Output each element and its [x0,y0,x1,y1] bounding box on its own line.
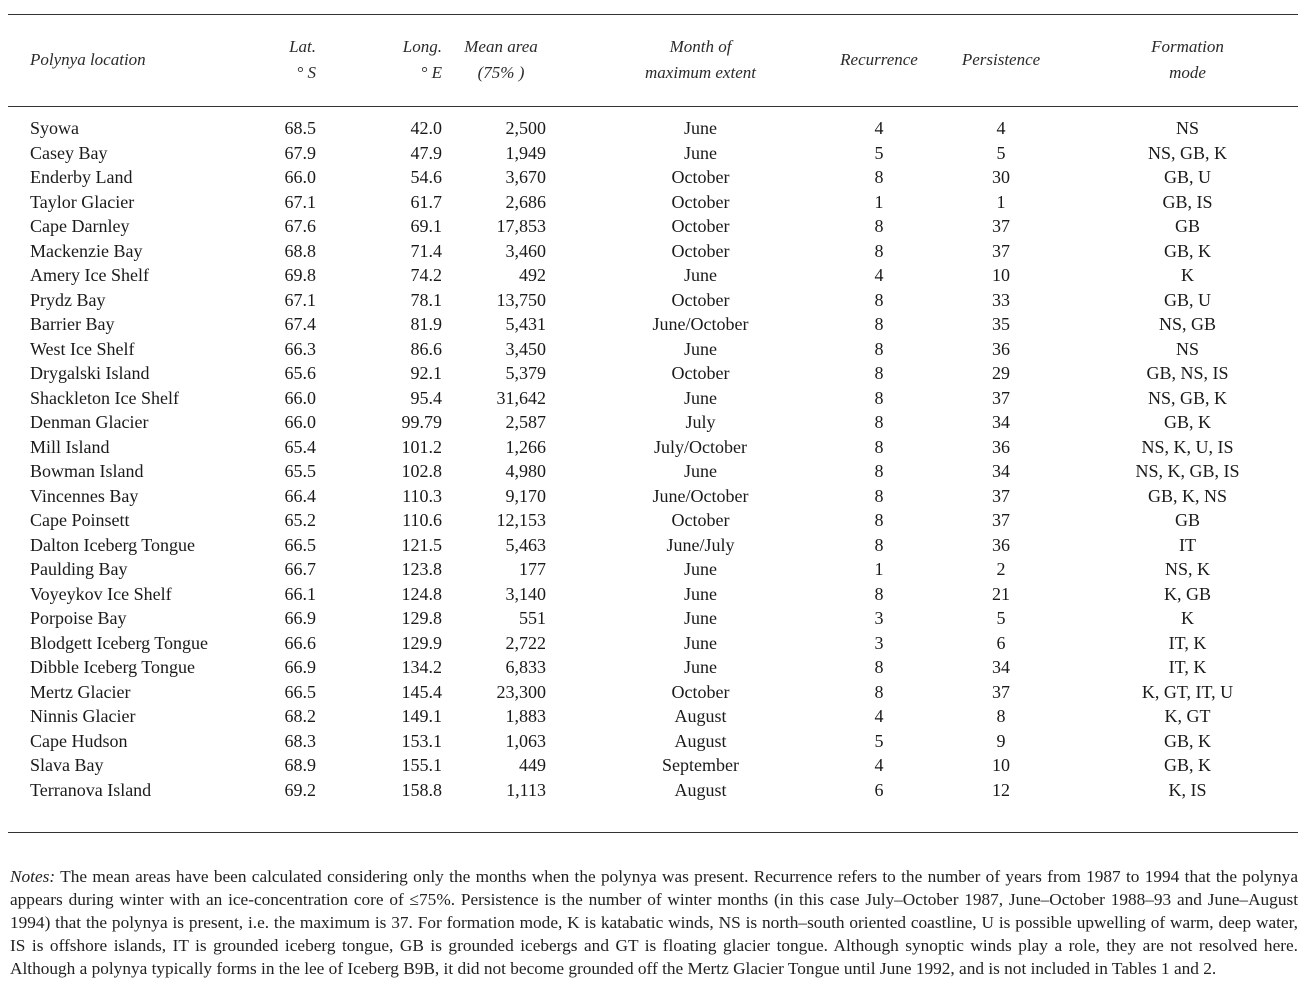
cell-recurrence: 8 [874,314,884,334]
cell-mean-area: 2,722 [505,632,546,653]
cell-recurrence: 6 [874,779,884,800]
table-row [8,484,1298,509]
polynya-table [8,14,1298,802]
cell-lat: 66.6 [284,632,316,653]
cell-formation-mode: GB, U [1163,289,1211,310]
table-row [8,704,1298,729]
cell-persistence: 4 [996,118,1006,138]
cell-mean-area: 3,460 [505,240,546,261]
cell-location: Cape Hudson [30,730,128,751]
cell-mean-area: 31,642 [496,387,546,408]
cell-mean-area: 2,500 [505,118,546,138]
cell-recurrence: 8 [874,657,884,677]
cell-location: Ninnis Glacier [30,706,136,726]
cell-long: 110.6 [402,510,442,530]
cell-recurrence: 4 [874,706,884,726]
cell-location: Syowa [30,118,79,138]
table-row [8,116,1298,141]
cell-persistence: 37 [992,510,1010,530]
table-row [8,753,1298,778]
cell-lat: 65.2 [284,510,316,530]
header-long-line: ° E [420,63,442,82]
cell-persistence: 35 [992,314,1010,334]
cell-location: Cape Darnley [30,216,130,236]
cell-formation-mode: NS [1175,338,1199,359]
cell-recurrence: 8 [874,363,884,383]
table-row [8,680,1298,705]
header-location [8,14,282,106]
cell-long: 61.7 [410,191,442,212]
table-row [8,386,1298,411]
cell-mean-area: 5,431 [505,314,546,334]
cell-formation-mode: K [1181,608,1194,628]
cell-formation-mode: K, IS [1168,779,1207,800]
cell-long: 54.6 [410,167,442,187]
cell-long: 134.2 [401,657,442,677]
cell-location: Mertz Glacier [30,681,131,702]
cell-persistence: 21 [992,583,1010,604]
cell-persistence: 36 [992,338,1010,359]
cell-month: June [684,632,717,653]
header-lat-line: ° S [296,63,316,82]
cell-long: 149.1 [401,706,442,726]
cell-month: June [684,338,717,359]
cell-recurrence: 4 [874,755,884,775]
cell-recurrence: 1 [874,191,884,212]
header-formation-line: mode [1169,63,1206,82]
cell-lat: 66.3 [284,338,316,359]
spacer-row [8,106,1298,116]
table-row [8,141,1298,166]
cell-persistence: 1 [996,191,1006,212]
cell-mean-area: 1,266 [505,436,546,457]
cell-lat: 68.5 [284,118,316,138]
cell-lat: 66.5 [284,681,316,702]
cell-mean-area: 1,113 [506,779,546,800]
cell-location: Amery Ice Shelf [30,265,149,285]
cell-formation-mode: NS, GB [1158,314,1216,334]
cell-long: 124.8 [401,583,442,604]
cell-persistence: 37 [992,485,1010,506]
cell-formation-mode: GB [1174,216,1200,236]
cell-long: 102.8 [401,461,442,481]
cell-recurrence: 8 [874,338,884,359]
cell-lat: 67.1 [284,289,316,310]
cell-formation-mode: GB, K [1163,730,1211,751]
table-row [8,582,1298,607]
cell-month: June/October [652,314,749,334]
table-bottom-rule [8,832,1298,833]
cell-month: October [671,289,730,310]
cell-mean-area: 2,587 [505,412,546,432]
table-row [8,165,1298,190]
cell-month: July/October [654,436,747,457]
cell-location: Mill Island [30,436,110,457]
cell-location: Casey Bay [30,142,108,163]
header-area-line: Mean area [464,37,538,56]
cell-formation-mode: GB, U [1163,167,1211,187]
cell-location: Shackleton Ice Shelf [30,387,179,408]
cell-location: Denman Glacier [30,412,149,432]
cell-month: June [684,118,717,138]
table-row [8,361,1298,386]
cell-recurrence: 8 [874,289,884,310]
header-persistence-line: Persistence [961,50,1041,69]
cell-persistence: 12 [992,779,1010,800]
cell-long: 69.1 [410,216,442,236]
cell-persistence: 37 [992,240,1010,261]
cell-mean-area: 4,980 [505,461,546,481]
cell-recurrence: 8 [874,167,884,187]
table-row [8,214,1298,239]
cell-persistence: 34 [992,461,1010,481]
cell-persistence: 2 [996,559,1006,579]
cell-long: 121.5 [401,534,442,555]
cell-long: 158.8 [401,779,442,800]
notes-label: Notes: [10,867,56,887]
header-recurrence-line: Recurrence [840,50,918,69]
cell-lat: 67.4 [284,314,316,334]
cell-formation-mode: IT, K [1168,657,1207,677]
cell-lat: 68.3 [284,730,316,751]
cell-month: September [662,755,739,775]
cell-formation-mode: NS, K, GB, IS [1135,461,1240,481]
cell-persistence: 10 [992,265,1010,285]
table-row [8,263,1298,288]
cell-persistence: 34 [992,657,1010,677]
cell-persistence: 8 [996,706,1006,726]
cell-location: Voyeykov Ice Shelf [30,583,172,604]
table-row [8,557,1298,582]
header-month [568,14,833,106]
cell-mean-area: 13,750 [496,289,546,310]
header-formation-line: Formation [1151,37,1224,56]
cell-recurrence: 8 [874,534,884,555]
cell-long: 47.9 [410,142,442,163]
cell-recurrence: 8 [874,240,884,261]
table-row [8,655,1298,680]
cell-lat: 66.0 [284,167,316,187]
table-row [8,190,1298,215]
cell-formation-mode: NS [1175,118,1199,138]
cell-formation-mode: GB, K [1163,412,1211,432]
cell-month: June [684,387,717,408]
cell-long: 129.8 [401,608,442,628]
cell-recurrence: 3 [874,608,884,628]
cell-long: 95.4 [410,387,442,408]
header-lat-line: Lat. [289,37,316,56]
cell-recurrence: 8 [874,461,884,481]
cell-persistence: 36 [992,534,1010,555]
cell-recurrence: 8 [874,485,884,506]
cell-mean-area: 1,883 [505,706,546,726]
header-month-line: maximum extent [645,63,756,82]
cell-persistence: 34 [992,412,1010,432]
cell-mean-area: 5,463 [505,534,546,555]
cell-lat: 69.8 [284,265,316,285]
notes-text: The mean areas have been calculated considering only the months when the polynya was present. Recurrence refers to the number of years from 1987 to 1994 that the polynya appears during winter with an ice-concentration core of ≤75%. Persistence is the number of winter months (in this case July–October 1987, June–October 1988–93 and June–August 1994) that the polynya is present, i.e. the maximum is 37. For formation mode, K is katabatic winds, NS is north–south oriented coastline, U is possible upwelling of warm, deep water, IS is offshore islands, IT is grounded iceberg tongue, GB is grounded icebergs and GT is floating glacier tongue. Although synoptic winds play a role, they are not resolved here. Although a polynya typically forms in the lee of Iceberg B9B, it did not become grounded off the Mertz Glacier Tongue until June 1992, and is not included in Tables 1 and 2. [10,867,1298,979]
cell-formation-mode: GB, IS [1162,191,1213,212]
cell-month: October [671,363,730,383]
cell-formation-mode: NS, GB, K [1147,387,1227,408]
cell-month: June/July [666,534,735,555]
table-header-row [8,14,1298,106]
cell-month: June [684,657,717,677]
header-location-line: Polynya location [30,50,146,69]
table-row [8,508,1298,533]
cell-persistence: 33 [992,289,1010,310]
cell-month: October [671,191,730,212]
cell-location: Terranova Island [30,779,152,800]
cell-location: Blodgett Iceberg Tongue [30,632,209,653]
cell-persistence: 29 [992,363,1010,383]
cell-persistence: 37 [992,681,1010,702]
cell-location: Prydz Bay [30,289,106,310]
cell-formation-mode: GB, K, NS [1147,485,1227,506]
cell-lat: 67.9 [284,142,316,163]
cell-long: 81.9 [410,314,442,334]
header-lat [282,14,324,106]
cell-recurrence: 5 [874,142,884,163]
cell-formation-mode: IT, K [1168,632,1207,653]
cell-month: August [674,706,727,726]
cell-month: June [684,142,717,163]
header-persistence [925,14,1077,106]
cell-location: Taylor Glacier [30,191,135,212]
cell-recurrence: 8 [874,583,884,604]
cell-formation-mode: NS, K, U, IS [1141,436,1234,457]
header-month-line: Month of [669,37,732,56]
cell-month: June [684,608,717,628]
cell-long: 145.4 [401,681,442,702]
cell-month: June [684,559,717,579]
cell-recurrence: 4 [874,265,884,285]
cell-mean-area: 12,153 [496,510,546,530]
cell-persistence: 6 [996,632,1006,653]
cell-formation-mode: NS, GB, K [1147,142,1227,163]
cell-lat: 65.4 [284,436,316,457]
cell-mean-area: 492 [519,265,546,285]
table-row [8,778,1298,803]
cell-location: Dalton Iceberg Tongue [30,534,196,555]
cell-persistence: 9 [996,730,1006,751]
cell-mean-area: 6,833 [505,657,546,677]
cell-recurrence: 4 [874,118,884,138]
cell-mean-area: 3,140 [505,583,546,604]
cell-recurrence: 8 [874,510,884,530]
cell-mean-area: 449 [519,755,546,775]
cell-location: Porpoise Bay [30,608,127,628]
cell-month: October [671,510,730,530]
header-area-line: (75% ) [477,63,525,82]
cell-recurrence: 3 [874,632,884,653]
cell-recurrence: 8 [874,216,884,236]
cell-location: Vincennes Bay [30,485,139,506]
cell-month: October [671,167,730,187]
cell-location: Bowman Island [30,461,144,481]
cell-lat: 68.2 [284,706,316,726]
cell-mean-area: 9,170 [505,485,546,506]
cell-location: Dibble Iceberg Tongue [30,657,196,677]
cell-formation-mode: K [1181,265,1194,285]
cell-lat: 66.1 [284,583,316,604]
cell-lat: 66.9 [284,657,316,677]
cell-lat: 69.2 [284,779,316,800]
cell-mean-area: 2,686 [505,191,546,212]
table-row [8,239,1298,264]
cell-lat: 66.0 [284,412,316,432]
cell-long: 92.1 [410,363,442,383]
table-notes [10,865,1298,980]
cell-persistence: 5 [996,608,1006,628]
cell-persistence: 30 [992,167,1010,187]
table-row [8,606,1298,631]
cell-long: 129.9 [401,632,442,653]
cell-month: August [674,730,727,751]
cell-persistence: 5 [996,142,1006,163]
cell-lat: 68.9 [284,755,316,775]
cell-location: Paulding Bay [30,559,128,579]
table-body [8,106,1298,802]
cell-location: Barrier Bay [30,314,115,334]
cell-persistence: 36 [992,436,1010,457]
cell-month: June [684,265,717,285]
cell-lat: 66.5 [284,534,316,555]
table-row [8,337,1298,362]
cell-month: October [671,216,730,236]
table-row [8,410,1298,435]
cell-lat: 68.8 [284,240,316,261]
cell-formation-mode: K, GT, IT, U [1141,681,1234,702]
cell-long: 110.3 [402,485,442,506]
cell-persistence: 10 [992,755,1010,775]
cell-mean-area: 1,949 [505,142,546,163]
cell-lat: 66.7 [284,559,316,579]
header-long [324,14,456,106]
cell-formation-mode: GB, K [1163,240,1211,261]
cell-formation-mode: GB, K [1163,755,1211,775]
cell-mean-area: 17,853 [496,216,546,236]
cell-location: Cape Poinsett [30,510,130,530]
cell-formation-mode: IT [1179,534,1196,555]
table-row [8,729,1298,754]
cell-formation-mode: NS, K [1164,559,1210,579]
cell-location: Slava Bay [30,755,104,775]
table-row [8,288,1298,313]
cell-long: 42.0 [410,118,442,138]
cell-lat: 66.4 [284,485,316,506]
header-long-line: Long. [402,37,442,56]
cell-month: October [671,681,730,702]
cell-persistence: 37 [992,216,1010,236]
header-recurrence [833,14,925,106]
cell-month: June [684,461,717,481]
cell-long: 86.6 [410,338,442,359]
cell-recurrence: 5 [874,730,884,751]
cell-long: 155.1 [401,755,442,775]
cell-lat: 65.5 [284,461,316,481]
cell-lat: 66.9 [284,608,316,628]
cell-month: July [685,412,716,432]
cell-long: 99.79 [401,412,442,432]
cell-location: West Ice Shelf [30,338,135,359]
cell-long: 123.8 [401,559,442,579]
cell-formation-mode: K, GB [1163,583,1211,604]
cell-month: August [674,779,727,800]
cell-lat: 66.0 [284,387,316,408]
cell-mean-area: 3,450 [505,338,546,359]
cell-persistence: 37 [992,387,1010,408]
cell-formation-mode: GB, NS, IS [1146,363,1229,383]
cell-formation-mode: GB [1174,510,1200,530]
cell-lat: 67.1 [284,191,316,212]
table-row [8,459,1298,484]
cell-mean-area: 177 [519,559,546,579]
cell-long: 71.4 [410,240,442,261]
cell-long: 153.1 [401,730,442,751]
cell-location: Drygalski Island [30,363,150,383]
cell-location: Enderby Land [30,167,133,187]
cell-month: June/October [652,485,749,506]
table-row [8,533,1298,558]
cell-long: 78.1 [410,289,442,310]
header-formation-mode [1077,14,1298,106]
cell-recurrence: 8 [874,412,884,432]
cell-mean-area: 23,300 [496,681,546,702]
cell-mean-area: 551 [519,608,546,628]
cell-mean-area: 5,379 [505,363,546,383]
cell-recurrence: 1 [874,559,884,579]
cell-month: October [671,240,730,261]
table-row [8,312,1298,337]
cell-location: Mackenzie Bay [30,240,143,261]
cell-recurrence: 8 [874,436,884,457]
cell-formation-mode: K, GT [1164,706,1211,726]
cell-recurrence: 8 [874,387,884,408]
header-mean-area [456,14,568,106]
table-row [8,631,1298,656]
cell-lat: 65.6 [284,363,316,383]
cell-long: 74.2 [410,265,442,285]
cell-long: 101.2 [401,436,442,457]
cell-recurrence: 8 [874,681,884,702]
cell-month: June [684,583,717,604]
cell-mean-area: 3,670 [505,167,546,187]
cell-mean-area: 1,063 [505,730,546,751]
cell-lat: 67.6 [284,216,316,236]
table-row [8,435,1298,460]
